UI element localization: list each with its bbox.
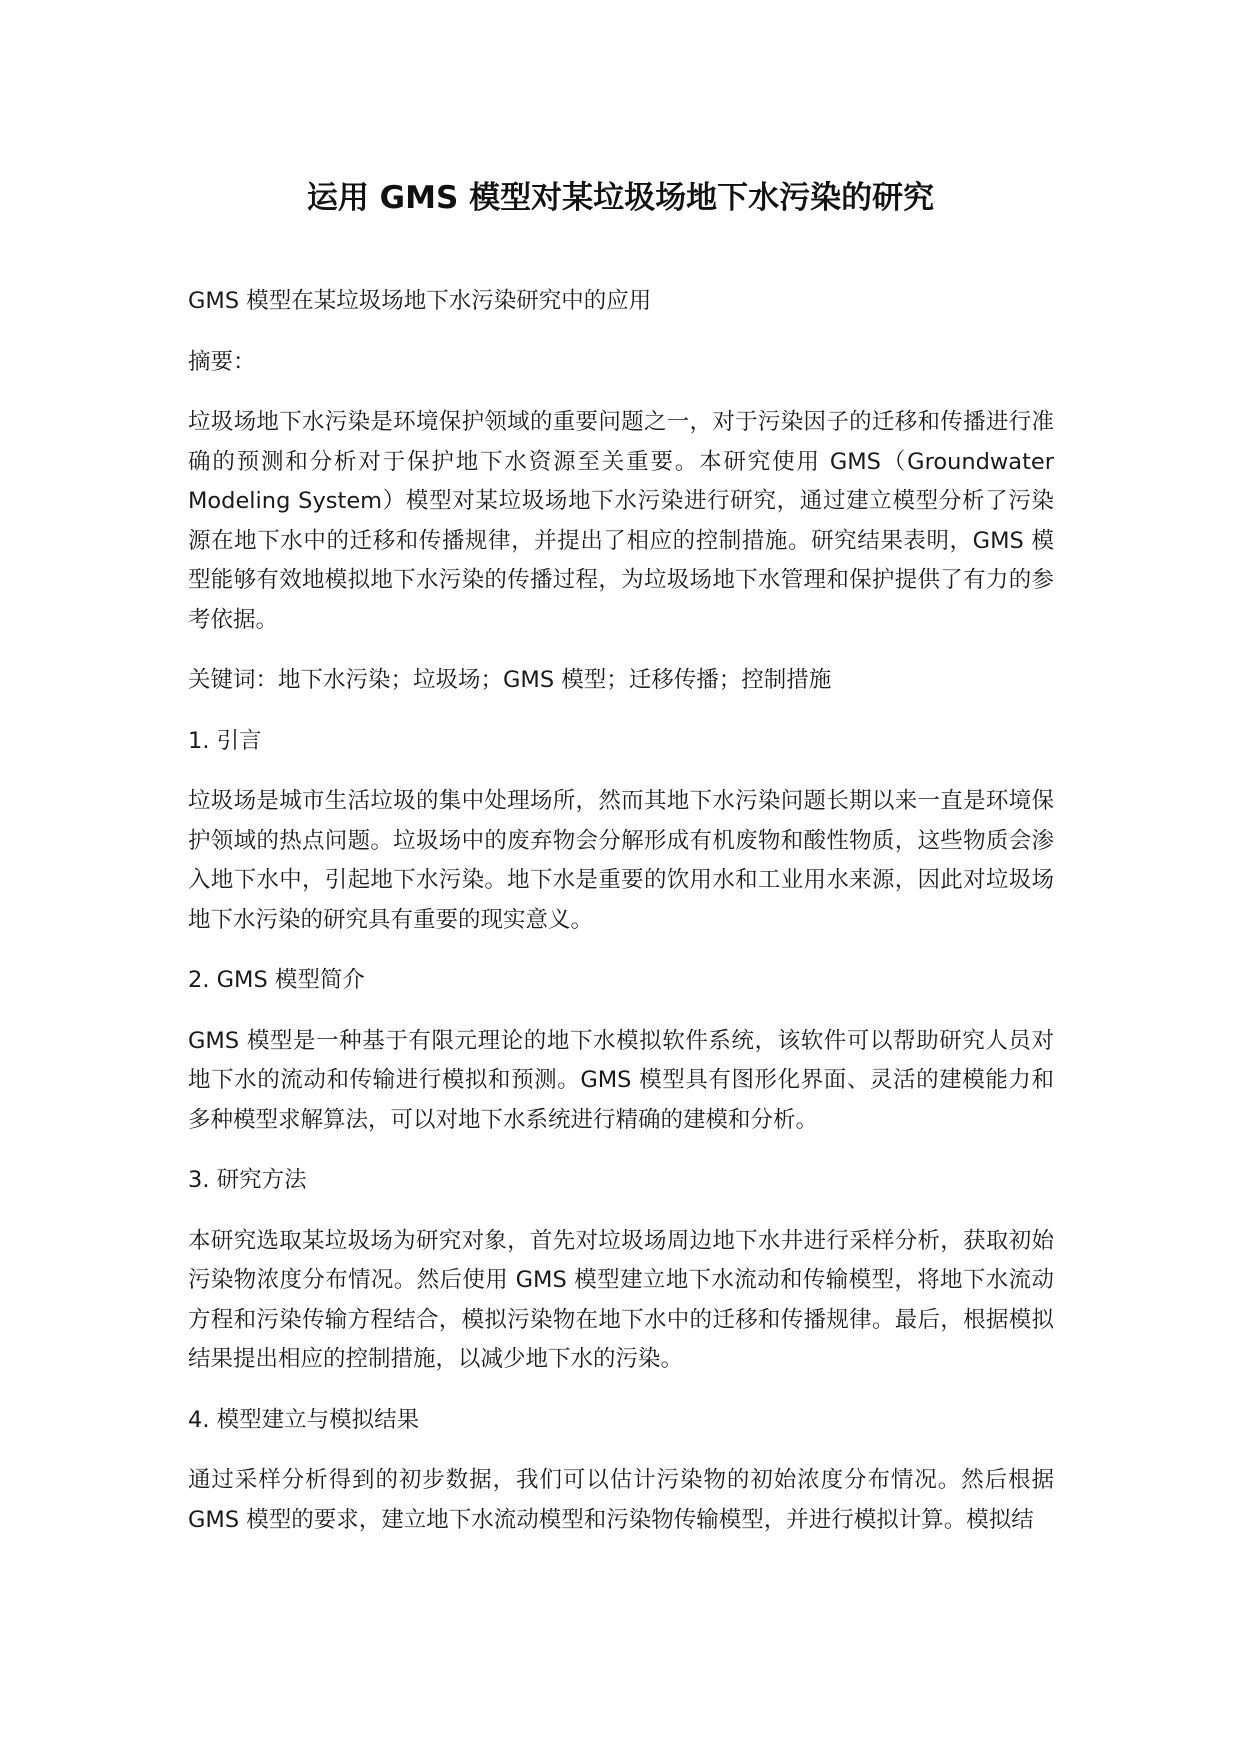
section-body-gms-overview: GMS 模型是一种基于有限元理论的地下水模拟软件系统，该软件可以帮助研究人员对地下水的流动和传输进行模拟和预测。GMS 模型具有图形化界面、灵活的建模能力和多种模型求解算法，可以对地下水系统进行精确的建模和分析。 (188, 1027, 1054, 1133)
abstract-text: 垃圾场地下水污染是环境保护领域的重要问题之一，对于污染因子的迁移和传播进行准确的预测和分析对于保护地下水资源至关重要。本研究使用 GMS（Groundwater Modeling System）模型对某垃圾场地下水污染进行研究，通过建立模型分析了污染源在地下水中的迁移和传播规律，并提出了相应的控制措施。研究结果表明，GMS 模型能够有效地模拟地下水污染的传播过程，为垃圾场地下水管理和保护提供了有力的参考依据。 (188, 409, 1054, 633)
section-body-introduction: 垃圾场是城市生活垃圾的集中处理场所，然而其地下水污染问题长期以来一直是环境保护领域的热点问题。垃圾场中的废弃物会分解形成有机废物和酸性物质，这些物质会渗入地下水中，引起地下水污染。地下水是重要的饮用水和工业用水来源，因此对垃圾场地下水污染的研究具有重要的现实意义。 (188, 788, 1054, 933)
document-title: 运用 GMS 模型对某垃圾场地下水污染的研究 (306, 180, 935, 216)
document-body (188, 282, 1054, 1561)
section-body-model-results: 通过采样分析得到的初步数据，我们可以估计污染物的初始浓度分布情况。然后根据 GMS 模型的要求，建立地下水流动模型和污染物传输模型，并进行模拟计算。模拟结 (188, 1467, 1054, 1533)
section-body-methods: 本研究选取某垃圾场为研究对象，首先对垃圾场周边地下水井进行采样分析，获取初始污染物浓度分布情况。然后使用 GMS 模型建立地下水流动和传输模型，将地下水流动方程和污染传输方程结合，模拟污染物在地下水中的迁移和传播规律。最后，根据模拟结果提出相应的控制措施，以减少地下水的污染。 (188, 1227, 1054, 1372)
section-heading-introduction: 1. 引言 (188, 727, 262, 754)
keywords-line: 关键词：地下水污染；垃圾场；GMS 模型；迁移传播；控制措施 (188, 667, 832, 693)
document-subtitle: GMS 模型在某垃圾场地下水污染研究中的应用 (188, 288, 652, 314)
section-heading-gms-overview: 2. GMS 模型简介 (188, 967, 365, 993)
abstract-label: 摘要： (188, 348, 256, 375)
section-heading-model-results: 4. 模型建立与模拟结果 (188, 1406, 420, 1433)
section-heading-methods: 3. 研究方法 (188, 1167, 307, 1193)
